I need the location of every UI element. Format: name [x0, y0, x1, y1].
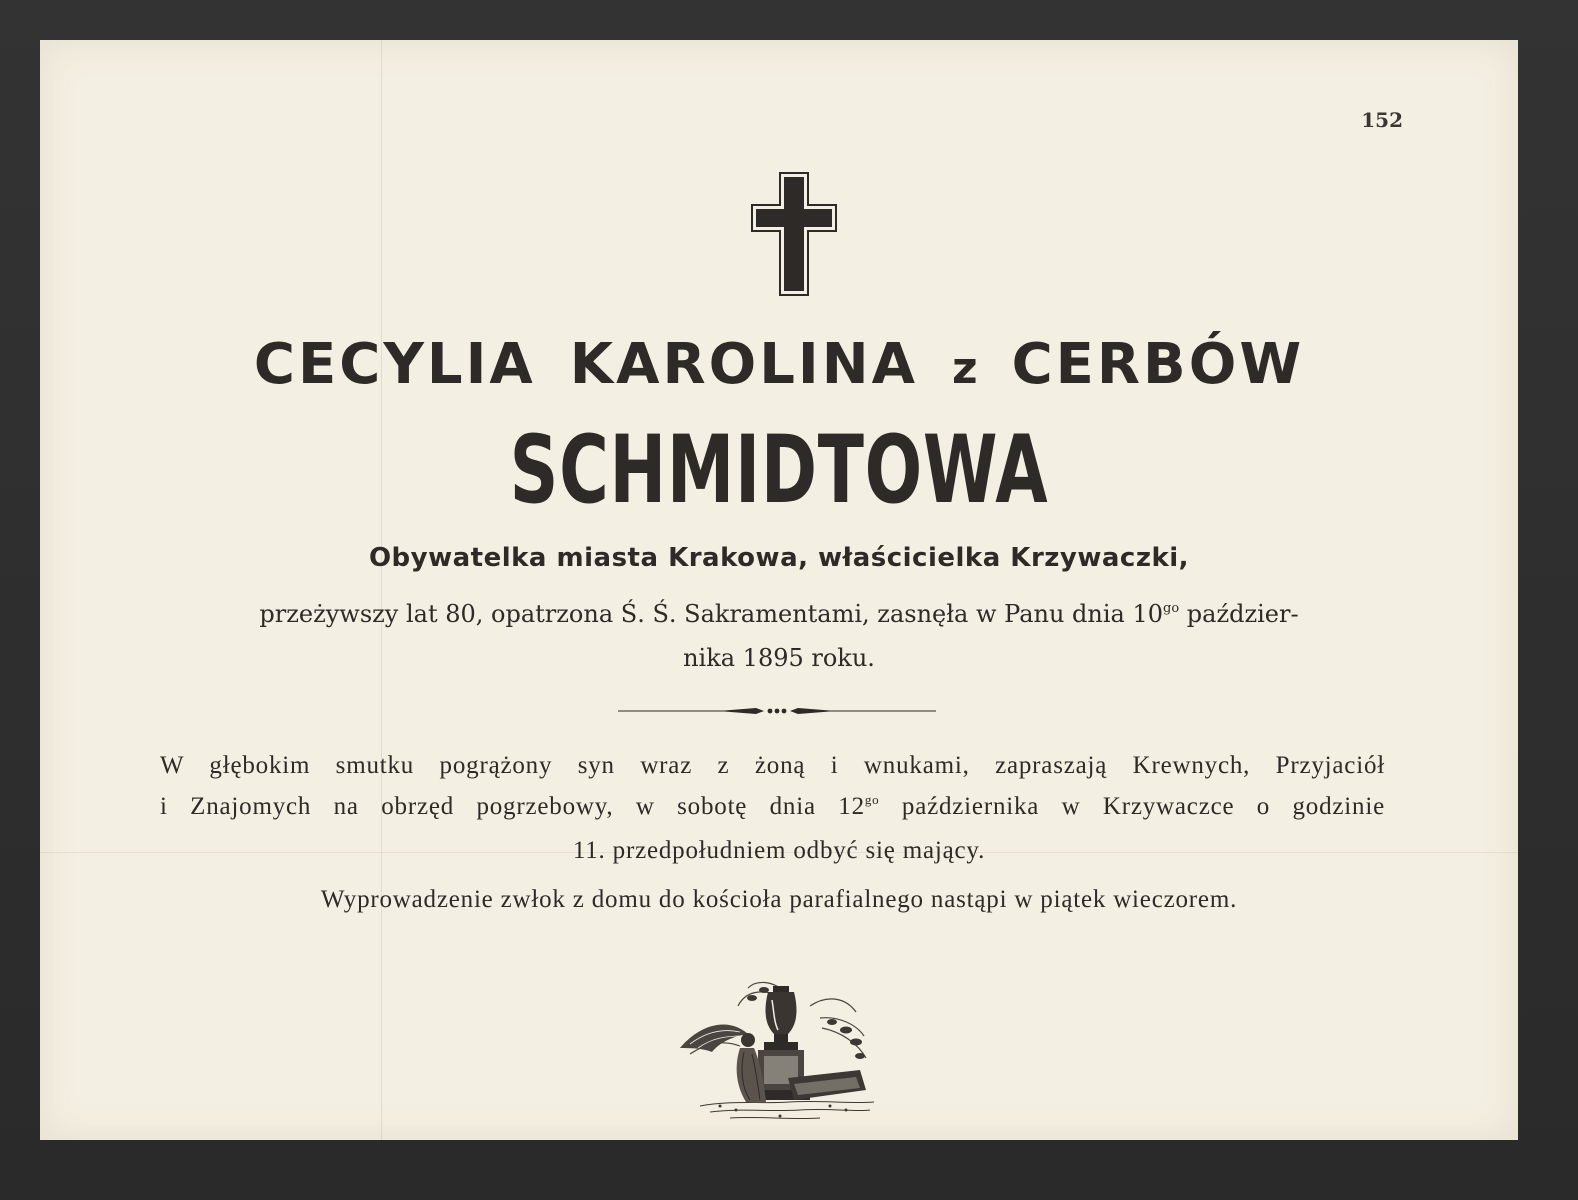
name-connector: z [951, 343, 978, 394]
ornamental-divider-icon [618, 704, 936, 718]
invitation-text-a: i Znajomych na obrzęd pogrzebowy, w sobotę dnia 12 [160, 793, 865, 820]
death-statement-line-2: nika 1895 roku. [683, 644, 875, 672]
deceased-given-names [40, 332, 1518, 397]
deceased-title: Obywatelka miasta Krakowa, właścicielka Krzywaczki, [368, 543, 1190, 573]
funeral-notice-sheet [40, 40, 1518, 1140]
name-part-1: CECYLIA [253, 332, 536, 397]
death-date-suffix: go [1163, 601, 1180, 616]
funeral-date-suffix: go [864, 792, 880, 807]
mourning-angel-urn-icon [660, 978, 890, 1126]
death-statement-line-1 [40, 600, 1518, 628]
page-number: 152 [1361, 108, 1403, 132]
procession-announcement: Wyprowadzenie zwłok z domu do kościoła parafialnego nastąpi w piątek wieczorem. [320, 886, 1238, 913]
cross-icon [750, 171, 838, 297]
name-part-2: KAROLINA [569, 332, 918, 397]
deceased-surname: SCHMIDTOWA [509, 416, 1049, 525]
invitation-line-3: 11. przedpołudniem odbyć się mający. [572, 837, 986, 864]
death-statement-text-a: przeżywszy lat 80, opatrzona Ś. Ś. Sakramentami, zasnęła w Panu dnia 10 [259, 600, 1164, 628]
invitation-line-2 [160, 792, 1385, 821]
invitation-line-1: W głębokim smutku pogrążony syn wraz z żoną i wnukami, zapraszają Krewnych, Przyjaciół [160, 752, 1385, 779]
death-statement-text-b: paździer- [1179, 600, 1299, 628]
invitation-text-b: października w Krzywaczce o godzinie [879, 793, 1385, 820]
name-part-3: CERBÓW [1011, 332, 1305, 397]
paper-fold-vertical [381, 40, 382, 1140]
